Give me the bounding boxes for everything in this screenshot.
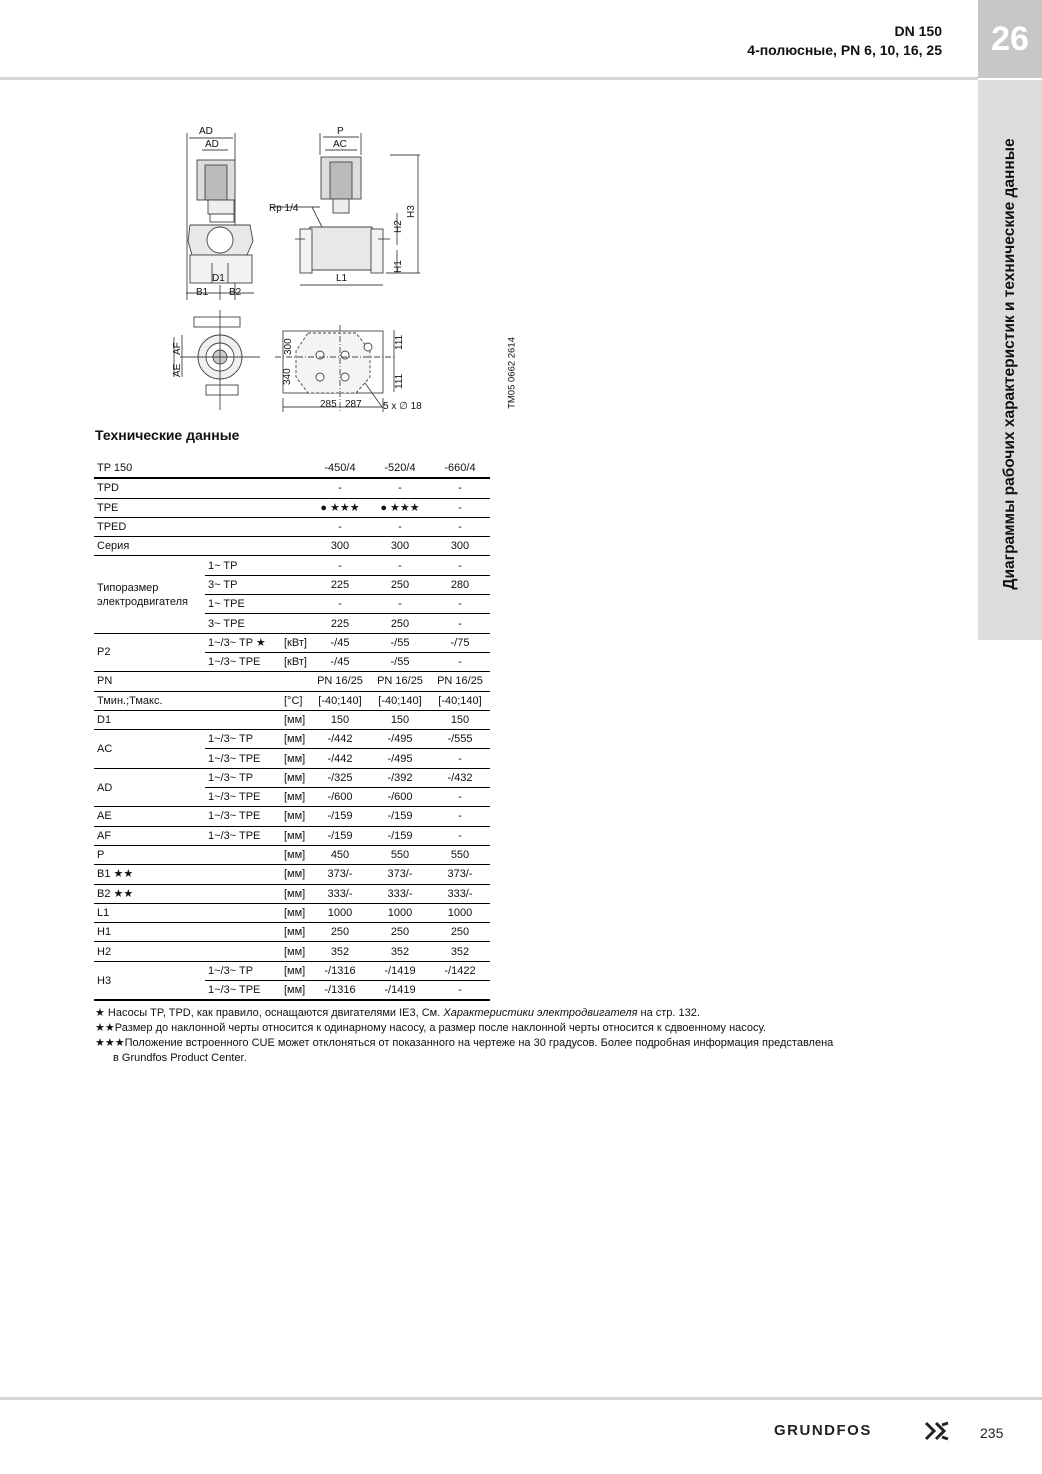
header-divider bbox=[0, 77, 978, 80]
footnote-3: ★★★Положение встроенного CUE может отклоняться от показанного на чертеже на 30 градусов. Более подробная информация представлена bbox=[95, 1037, 834, 1049]
table-row: AC 1~/3~ TP [мм] -/442 -/495 -/555 bbox=[94, 730, 490, 749]
label-285: 285 bbox=[320, 399, 337, 410]
label-l1: L1 bbox=[336, 273, 348, 284]
label-b2: B2 bbox=[229, 287, 242, 298]
table-row: H1 [мм] 250 250 250 bbox=[94, 923, 490, 942]
label-ad-inner: AD bbox=[205, 139, 219, 150]
label-287: 287 bbox=[345, 399, 362, 410]
table-row: 3~ TP 225 250 280 bbox=[94, 575, 490, 594]
label-111-bottom: 111 bbox=[394, 373, 405, 389]
table-row: B1 ★★ [мм] 373/- 373/- 373/- bbox=[94, 865, 490, 884]
label-ad-outer: AD bbox=[199, 126, 213, 137]
label-d1: D1 bbox=[212, 273, 225, 284]
table-row: AE 1~/3~ TPE [мм] -/159 -/159 - bbox=[94, 807, 490, 826]
table-row: 1~/3~ TPE [мм] -/442 -/495 - bbox=[94, 749, 490, 768]
tech-data-table bbox=[94, 459, 490, 1001]
header-title bbox=[747, 22, 942, 60]
table-row: PN PN 16/25 PN 16/25 PN 16/25 bbox=[94, 672, 490, 691]
table-row: P2 1~/3~ TP ★ [кВт] -/45 -/55 -/75 bbox=[94, 633, 490, 652]
table-header-row bbox=[94, 459, 490, 478]
label-h1: H1 bbox=[393, 260, 404, 273]
table-row: Тмин.;Тмакс. [°C] [-40;140] [-40;140] [-40;140] bbox=[94, 691, 490, 710]
table-row: 3~ TPE 225 250 - bbox=[94, 614, 490, 633]
side-tab-label: Диаграммы рабочих характеристик и технические данные bbox=[1001, 138, 1018, 590]
label-340: 340 bbox=[282, 368, 293, 385]
footnote-1: ★ Насосы TP, TPD, как правило, оснащаются двигателями IE3, См. Характеристики электродвигателя на стр. 132. bbox=[95, 1007, 700, 1019]
page-number: 235 bbox=[980, 1425, 1004, 1441]
table-header-cell: -520/4 bbox=[370, 459, 429, 478]
table-header-cell: -450/4 bbox=[309, 459, 370, 478]
table-row: 1~/3~ TPE [мм] -/600 -/600 - bbox=[94, 788, 490, 807]
label-h2: H2 bbox=[393, 220, 404, 233]
table-header-cell: -660/4 bbox=[429, 459, 490, 478]
section-title: Технические данные bbox=[95, 427, 240, 443]
table-row: TPD - - - bbox=[94, 478, 490, 498]
table-row: 1~/3~ TPE [мм] -/1316 -/1419 - bbox=[94, 981, 490, 1001]
label-b1: B1 bbox=[196, 287, 209, 298]
label-h3: H3 bbox=[406, 205, 417, 218]
footer-divider bbox=[0, 1397, 1042, 1400]
table-row: P [мм] 450 550 550 bbox=[94, 845, 490, 864]
grundfos-logo: GRUNDFOS bbox=[774, 1422, 872, 1439]
drawing-code: TM05 0662 2614 bbox=[506, 337, 518, 409]
header-line-2: 4-полюсные, PN 6, 10, 16, 25 bbox=[747, 42, 942, 58]
table-row: H3 1~/3~ TP [мм] -/1316 -/1419 -/1422 bbox=[94, 961, 490, 980]
header-line-1: DN 150 bbox=[894, 23, 942, 39]
table-header-cell: TP 150 bbox=[94, 459, 205, 478]
table-row: H2 [мм] 352 352 352 bbox=[94, 942, 490, 961]
table-row: TPE ● ★★★ ● ★★★ - bbox=[94, 498, 490, 517]
table-row: TPED - - - bbox=[94, 517, 490, 536]
label-holes: 5 x ∅ 18 bbox=[383, 401, 422, 412]
label-af: AF bbox=[172, 342, 183, 355]
label-rp: Rp 1/4 bbox=[269, 203, 299, 214]
label-p: P bbox=[337, 126, 344, 137]
motor-size-label: Типоразмер электродвигателя bbox=[94, 556, 205, 633]
footnotes bbox=[95, 1006, 955, 1066]
pump-dimension-drawing bbox=[150, 115, 450, 415]
table-row: Типоразмер электродвигателя 1~ TP - - - bbox=[94, 556, 490, 575]
label-ae: AE bbox=[172, 363, 183, 377]
label-111-top: 111 bbox=[394, 334, 405, 350]
label-300: 300 bbox=[283, 338, 294, 355]
table-row: AF 1~/3~ TPE [мм] -/159 -/159 - bbox=[94, 826, 490, 845]
footnote-3-continued: в Grundfos Product Center. bbox=[113, 1052, 247, 1064]
footnote-2: ★★Размер до наклонной черты относится к одинарному насосу, а размер после наклонной черты относится к сдвоенному насосу. bbox=[95, 1022, 766, 1034]
table-row: L1 [мм] 1000 1000 1000 bbox=[94, 903, 490, 922]
table-row: AD 1~/3~ TP [мм] -/325 -/392 -/432 bbox=[94, 768, 490, 787]
table-row: 1~/3~ TPE [кВт] -/45 -/55 - bbox=[94, 652, 490, 671]
table-row: B2 ★★ [мм] 333/- 333/- 333/- bbox=[94, 884, 490, 903]
table-row: 1~ TPE - - - bbox=[94, 595, 490, 614]
table-row: D1 [мм] 150 150 150 bbox=[94, 710, 490, 729]
chapter-number: 26 bbox=[978, 0, 1042, 78]
table-row: Серия 300 300 300 bbox=[94, 537, 490, 556]
label-ac: AC bbox=[333, 139, 347, 150]
grundfos-logo-icon bbox=[924, 1420, 950, 1442]
